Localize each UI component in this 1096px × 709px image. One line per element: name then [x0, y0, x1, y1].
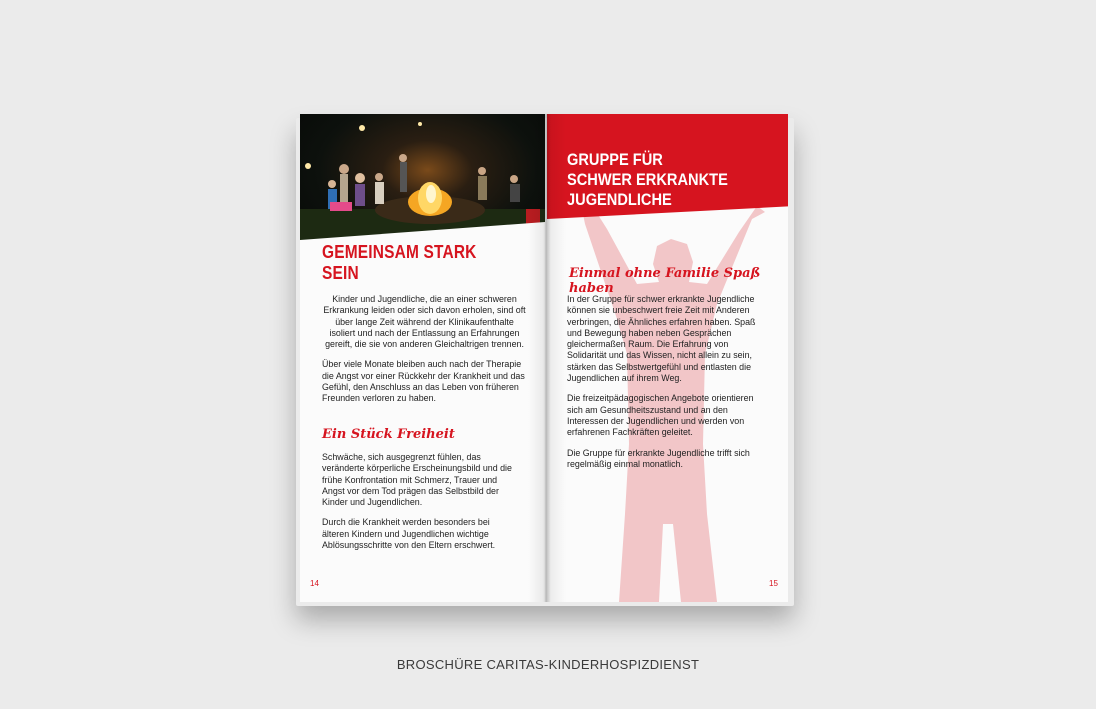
paragraph: Durch die Krankheit werden besonders bei älteren Kindern und Jugendlichen wichtige Ablösungsschritte von den Eltern erschwert. — [322, 517, 496, 551]
heading-line: SCHWER ERKRANKTE — [567, 170, 728, 189]
intro-text — [322, 294, 527, 414]
paragraph: Über viele Monate bleiben auch nach der Therapie die Angst vor einer Rückkehr der Krankheit und das Gefühl, den Anschluss an das Leben von früheren Freunden verloren zu haben. — [322, 359, 525, 404]
heading-line: JUGENDLICHE — [567, 190, 672, 209]
paragraph: Kinder und Jugendliche, die an einer schweren Erkrankung leiden oder sich davon erholen, sind oft über lange Zeit während der Klinikaufenthalte isoliert und nach der Entlassung an Erfahrungen gereift, die sie von anderen Gleichaltrigen trennen. — [323, 294, 526, 350]
heading-line: GRUPPE FÜR — [567, 150, 663, 169]
right-page — [547, 114, 788, 602]
subheading: Ein Stück Freiheit — [322, 427, 455, 442]
subheading: Einmal ohne Familie Spaß haben — [569, 266, 761, 296]
caption: BROSCHÜRE CARITAS-KINDERHOSPIZDIENST — [396, 657, 700, 672]
page-heading — [567, 150, 748, 210]
paragraph: Die freizeitpädagogischen Angebote orientieren sich am Gesundheitszustand und an den Interessen der Jugendlichen und werden von erfahrenen Fachkräften geleitet. — [567, 393, 754, 438]
left-page — [300, 114, 545, 602]
section-text — [322, 452, 517, 560]
paragraph: In der Gruppe für schwer erkrankte Jugendliche können sie unbeschwert freie Zeit mit Anderen verbringen, die Ähnliches erfahren haben. Spaß und Bewegung haben neben Gesprächen gleichermaßen Raum. Die Erfahrung von Solidarität und das Wissen, nicht allein zu sein, stärken das Selbstwertgefühl und entlasten die Jugendlichen auf ihrem Weg. — [567, 294, 756, 384]
page-number: 14 — [310, 579, 319, 588]
paragraph: Schwäche, sich ausgegrenzt fühlen, das veränderte körperliche Erscheinungsbild und die frühe Konfrontation mit Schmerz, Trauer und Angst vor dem Tod prägen das Selbstbild der Kinder und Jugendlichen. — [322, 452, 512, 508]
page-number: 15 — [769, 579, 778, 588]
page-heading: GEMEINSAM STARK SEIN — [322, 242, 477, 283]
section-text — [567, 294, 767, 479]
paragraph: Die Gruppe für erkrankte Jugendliche trifft sich regelmäßig einmal monatlich. — [567, 447, 750, 469]
